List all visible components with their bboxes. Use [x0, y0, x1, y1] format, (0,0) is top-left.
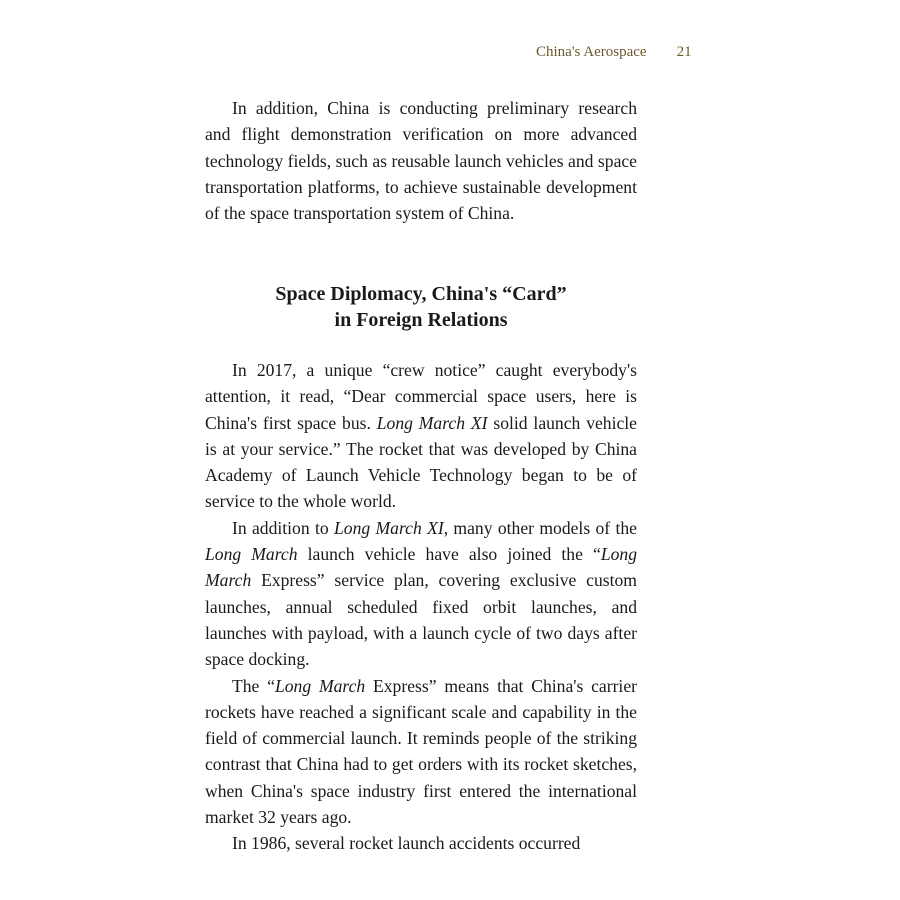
section-heading-line-1: Space Diplomacy, China's “Card” — [275, 283, 567, 305]
paragraph-4 — [205, 830, 637, 856]
p2-text-b: , many other models of the — [443, 517, 637, 538]
paragraph-3 — [205, 673, 637, 831]
intro-text-block — [205, 95, 637, 226]
p2-text-c: launch vehicle have also joined the “ — [297, 544, 601, 565]
paragraph-2 — [205, 515, 637, 673]
running-title: China's Aerospace — [536, 44, 647, 60]
p1-text-b: solid launch vehicle is at your service.” The rocket that was developed by China Academy of Launch Vehicle Technology began to be of service to the whole world. — [205, 412, 637, 512]
p4-text-a: In 1986, several rocket launch accidents occurred — [232, 833, 581, 854]
p2-italic-3: Long March — [205, 544, 637, 591]
p2-italic-2: Long March — [205, 544, 298, 565]
p3-text-b: Express” means that China's carrier rockets have reached a significant scale and capability in the field of commercial launch. It reminds people of the striking contrast that China had to get orders with its rocket sketches, when China's space industry first entered the international market 32 years ago. — [205, 675, 637, 828]
page-number: 21 — [676, 44, 692, 60]
p2-text-d: Express” service plan, covering exclusive custom launches, annual scheduled fixed orbit launches, and launches with payload, with a launch cycle of two days after space docking. — [205, 570, 637, 670]
section-heading — [205, 281, 637, 333]
p1-italic-title: Long March XI — [376, 412, 488, 433]
p1-text-a: In 2017, a unique “crew notice” caught everybody's attention, it read, “Dear commercial space users, here is China's first space bus. — [205, 360, 637, 433]
section-heading-line-2: in Foreign Relations — [334, 309, 508, 331]
p2-text-a: In addition to — [232, 517, 334, 538]
paragraph-1 — [205, 357, 637, 515]
body-text-block — [205, 357, 637, 857]
p3-text-a: The “ — [232, 675, 275, 696]
p2-italic-1: Long March XI — [334, 517, 444, 538]
p3-italic-1: Long March — [274, 675, 366, 696]
running-header — [536, 44, 692, 61]
intro-paragraph: In addition, China is conducting preliminary research and flight demonstration verification on more advanced technology fields, such as reusable launch vehicles and space transportation platforms, to achieve sustainable development of the space transportation system of China. — [205, 98, 637, 224]
